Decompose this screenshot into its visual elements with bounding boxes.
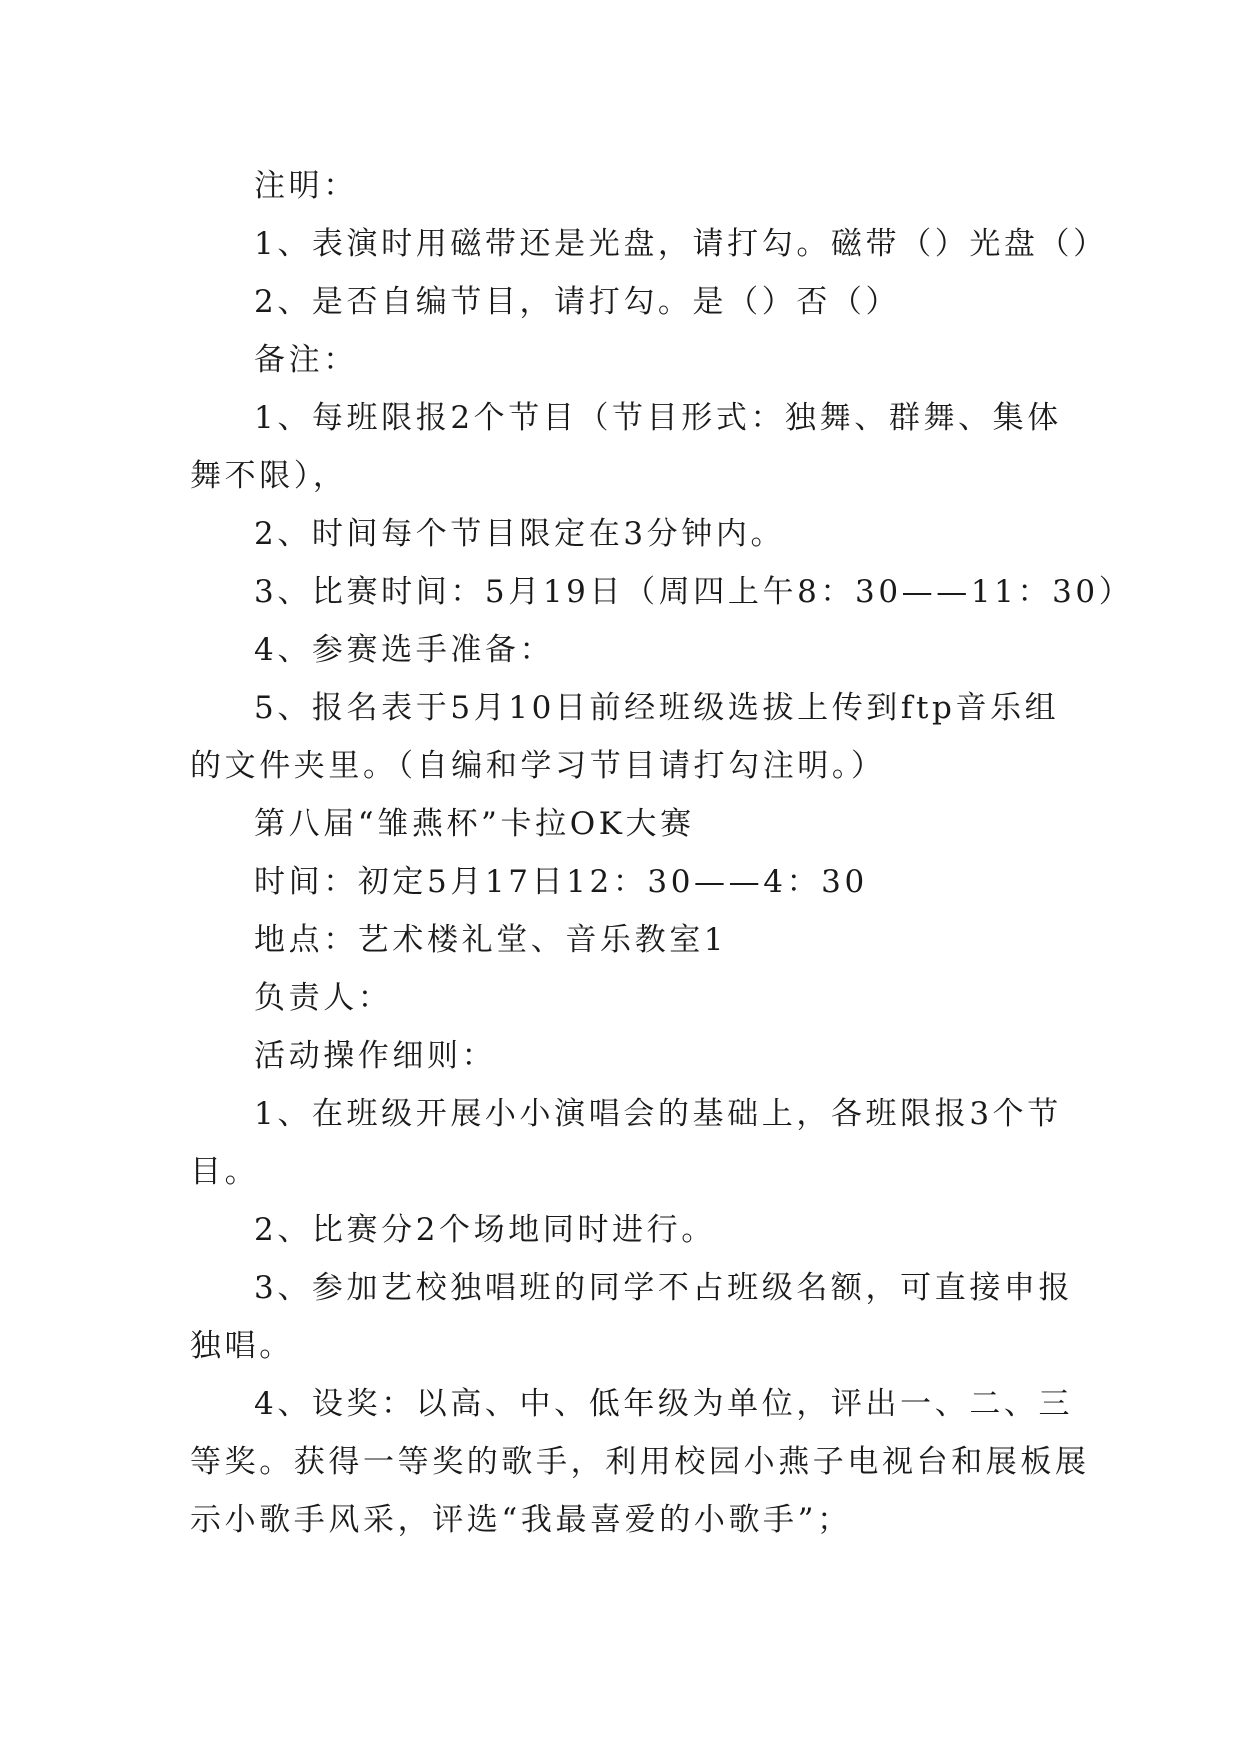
rules-item-4-cont-2: 示小歌手风采，评选“我最喜爱的小歌手”；: [190, 1502, 852, 1538]
remarks-item-1-cont: 舞不限），: [190, 458, 348, 494]
rules-item-4-cont-1: 等奖。获得一等奖的歌手，利用校园小燕子电视台和展板展: [190, 1444, 1090, 1480]
remarks-item-5-cont: 的文件夹里。（自编和学习节目请打勾注明。）: [190, 748, 886, 784]
note-item-1: 1、表演时用磁带还是光盘，请打勾。磁带（）光盘（）: [254, 226, 1108, 262]
rules-item-1-cont: 目。: [190, 1154, 260, 1190]
rules-item-2: 2、比赛分2个场地同时进行。: [254, 1212, 716, 1248]
contest-location: 地点：艺术楼礼堂、音乐教室1: [254, 922, 728, 958]
rules-item-1: 1、在班级开展小小演唱会的基础上，各班限报3个节: [254, 1096, 1062, 1132]
contest-time: 时间：初定5月17日12：30——4：30: [254, 864, 868, 900]
remarks-heading: 备注：: [254, 342, 358, 378]
remarks-item-4: 4、参赛选手准备：: [254, 632, 555, 668]
remarks-item-3: 3、比赛时间：5月19日（周四上午8：30——11：30）: [254, 574, 1134, 610]
remarks-item-2: 2、时间每个节目限定在3分钟内。: [254, 516, 786, 552]
rules-item-3-cont: 独唱。: [190, 1328, 294, 1364]
contest-person-in-charge: 负责人：: [254, 980, 393, 1016]
note-heading: 注明：: [254, 168, 358, 204]
rules-heading: 活动操作细则：: [254, 1038, 497, 1074]
rules-item-3: 3、参加艺校独唱班的同学不占班级名额，可直接申报: [254, 1270, 1074, 1306]
document-body: [190, 157, 1134, 1549]
remarks-item-5: 5、报名表于5月10日前经班级选拔上传到ftp音乐组: [254, 690, 1060, 726]
rules-item-4: 4、设奖：以高、中、低年级为单位，评出一、二、三: [254, 1386, 1074, 1422]
remarks-item-1: 1、每班限报2个节目（节目形式：独舞、群舞、集体: [254, 400, 1062, 436]
note-item-2: 2、是否自编节目，请打勾。是（）否（）: [254, 284, 901, 320]
contest-title: 第八届“雏燕杯”卡拉OK大赛: [254, 806, 695, 842]
